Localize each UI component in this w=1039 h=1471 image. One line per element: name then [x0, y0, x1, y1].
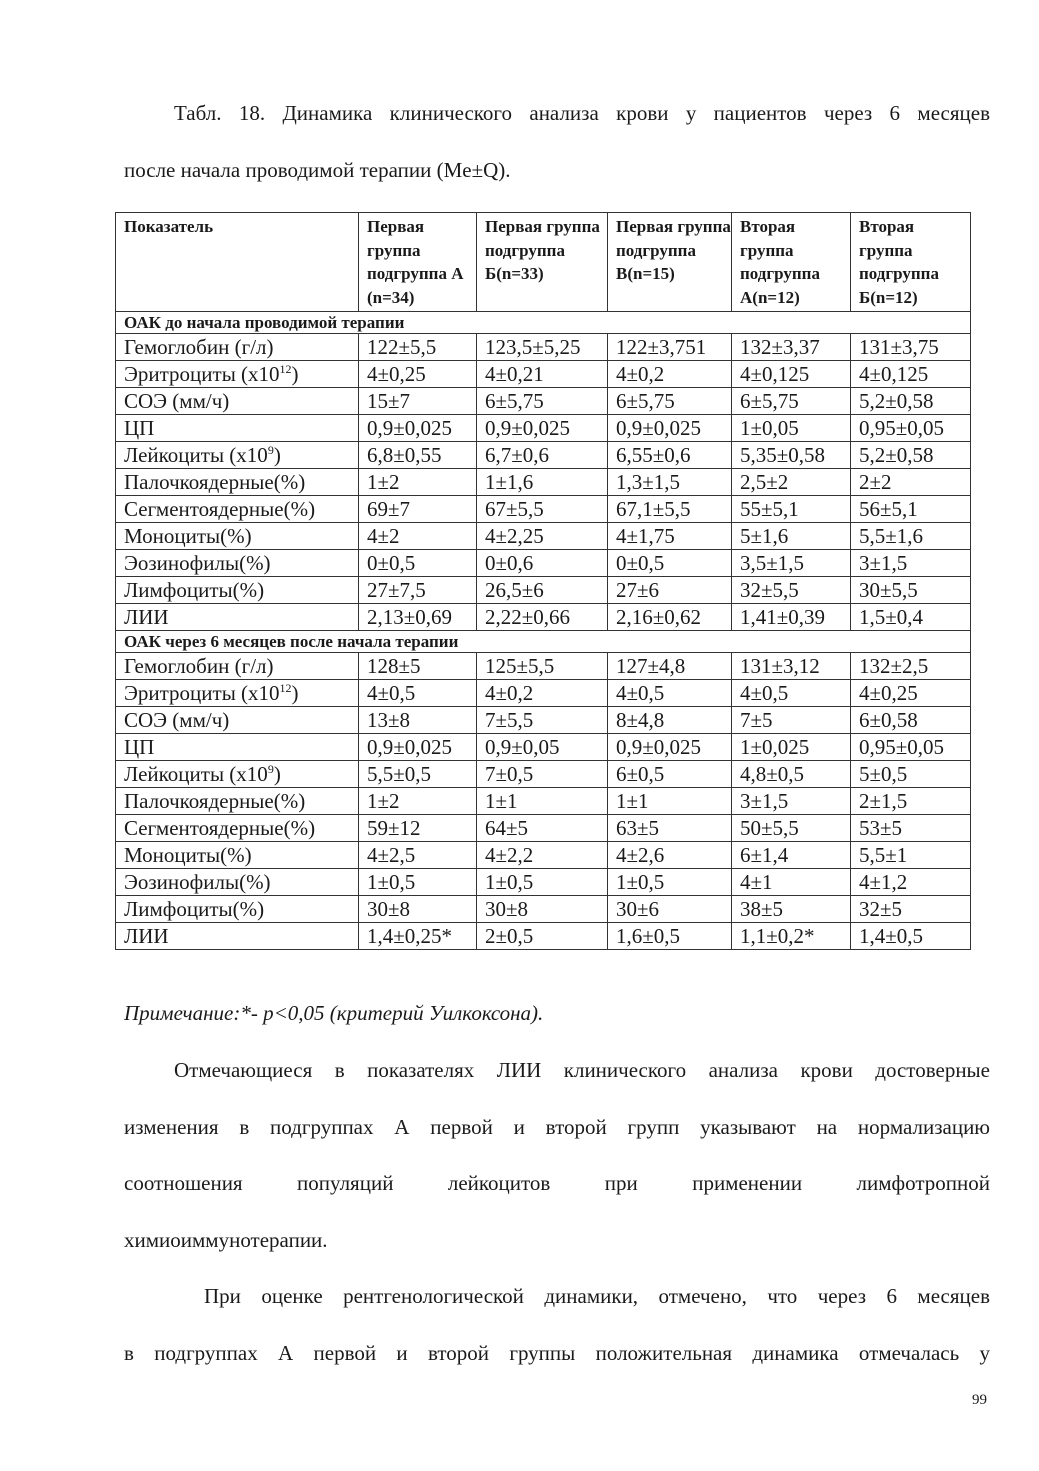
value-cell: 0,95±0,05 — [851, 734, 971, 761]
value-cell: 27±6 — [608, 577, 732, 604]
indicator-label: Палочкоядерные(%) — [124, 789, 306, 813]
value-cell: 0,9±0,025 — [359, 415, 477, 442]
indicator-label: ЛИИ — [124, 605, 169, 629]
table-row — [116, 334, 971, 361]
value-cell: 5,35±0,58 — [732, 442, 851, 469]
indicator-cell — [116, 734, 359, 761]
indicator-label: Эозинофилы(%) — [124, 870, 271, 894]
indicator-label-suffix: ) — [291, 681, 299, 705]
paragraph-1-line-4: химиоиммунотерапии. — [124, 1228, 328, 1252]
value-cell: 5±0,5 — [851, 761, 971, 788]
value-cell: 6±0,58 — [851, 707, 971, 734]
header-cell: Вторая группа подгруппа А(n=12) — [732, 213, 851, 312]
value-cell: 8±4,8 — [608, 707, 732, 734]
value-cell: 122±5,5 — [359, 334, 477, 361]
table-note: Примечание:*- p<0,05 (критерий Уилкоксона). — [124, 1001, 544, 1025]
value-cell: 4±0,25 — [359, 361, 477, 388]
table-row — [116, 761, 971, 788]
value-cell: 4±0,125 — [851, 361, 971, 388]
value-cell: 0±0,5 — [359, 550, 477, 577]
value-cell: 1±2 — [359, 788, 477, 815]
indicator-cell — [116, 815, 359, 842]
indicator-cell — [116, 334, 359, 361]
value-cell: 131±3,75 — [851, 334, 971, 361]
value-cell: 5,5±1 — [851, 842, 971, 869]
value-cell: 2,22±0,66 — [477, 604, 608, 631]
value-cell: 5,2±0,58 — [851, 388, 971, 415]
value-cell: 2,5±2 — [732, 469, 851, 496]
value-cell: 27±7,5 — [359, 577, 477, 604]
indicator-label: Эозинофилы(%) — [124, 551, 271, 575]
value-cell: 4±2 — [359, 523, 477, 550]
value-cell: 4±2,2 — [477, 842, 608, 869]
section-title: ОАК через 6 месяцев после начала терапии — [116, 631, 971, 653]
value-cell: 3±1,5 — [732, 788, 851, 815]
indicator-label-suffix: ) — [291, 362, 299, 386]
value-cell: 50±5,5 — [732, 815, 851, 842]
value-cell: 1,4±0,5 — [851, 923, 971, 950]
indicator-label: СОЭ (мм/ч) — [124, 708, 230, 732]
value-cell: 4±0,2 — [608, 361, 732, 388]
indicator-label: Сегментоядерные(%) — [124, 497, 316, 521]
value-cell: 1±2 — [359, 469, 477, 496]
indicator-label: Лимфоциты(%) — [124, 897, 265, 921]
table-row — [116, 361, 971, 388]
unit-exponent: 9 — [267, 762, 274, 776]
value-cell: 4±0,2 — [477, 680, 608, 707]
table-row — [116, 788, 971, 815]
value-cell: 6±5,75 — [732, 388, 851, 415]
table-row — [116, 523, 971, 550]
value-cell: 125±5,5 — [477, 653, 608, 680]
value-cell: 6±1,4 — [732, 842, 851, 869]
value-cell: 122±3,751 — [608, 334, 732, 361]
header-cell: Показатель — [116, 213, 359, 312]
indicator-cell — [116, 523, 359, 550]
value-cell: 6±0,5 — [608, 761, 732, 788]
value-cell: 4±0,5 — [608, 680, 732, 707]
value-cell: 2,16±0,62 — [608, 604, 732, 631]
value-cell: 0,9±0,025 — [608, 734, 732, 761]
value-cell: 1,5±0,4 — [851, 604, 971, 631]
value-cell: 1,3±1,5 — [608, 469, 732, 496]
indicator-cell — [116, 707, 359, 734]
value-cell: 7±0,5 — [477, 761, 608, 788]
value-cell: 3,5±1,5 — [732, 550, 851, 577]
value-cell: 1±1 — [477, 788, 608, 815]
section-row — [116, 631, 971, 653]
value-cell: 4±2,6 — [608, 842, 732, 869]
table-row — [116, 869, 971, 896]
value-cell: 1,1±0,2* — [732, 923, 851, 950]
value-cell: 30±5,5 — [851, 577, 971, 604]
indicator-label: Моноциты(%) — [124, 843, 252, 867]
header-cell: Первая группа подгруппа В(n=15) — [608, 213, 732, 312]
value-cell: 4±1 — [732, 869, 851, 896]
indicator-cell — [116, 604, 359, 631]
value-cell: 132±2,5 — [851, 653, 971, 680]
indicator-label-suffix: ) — [273, 762, 281, 786]
value-cell: 0,9±0,05 — [477, 734, 608, 761]
indicator-cell — [116, 842, 359, 869]
indicator-label: Эритроциты (х10 — [124, 362, 280, 386]
value-cell: 4±0,5 — [359, 680, 477, 707]
value-cell: 69±7 — [359, 496, 477, 523]
page-number: 99 — [972, 1392, 987, 1408]
header-cell: Вторая группа подгруппа Б(n=12) — [851, 213, 971, 312]
value-cell: 15±7 — [359, 388, 477, 415]
value-cell: 38±5 — [732, 896, 851, 923]
value-cell: 1±0,5 — [477, 869, 608, 896]
indicator-cell — [116, 653, 359, 680]
value-cell: 4±0,21 — [477, 361, 608, 388]
indicator-cell — [116, 469, 359, 496]
indicator-label: Сегментоядерные(%) — [124, 816, 316, 840]
value-cell: 4±2,5 — [359, 842, 477, 869]
value-cell: 55±5,1 — [732, 496, 851, 523]
indicator-cell — [116, 869, 359, 896]
value-cell: 4±1,2 — [851, 869, 971, 896]
value-cell: 0±0,5 — [608, 550, 732, 577]
value-cell: 1,4±0,25* — [359, 923, 477, 950]
value-cell: 30±6 — [608, 896, 732, 923]
paragraph-1-line-1: Отмечающиеся в показателях ЛИИ клинического анализа крови достоверные — [174, 1058, 990, 1082]
value-cell: 6,7±0,6 — [477, 442, 608, 469]
table-row — [116, 442, 971, 469]
indicator-label: ЦП — [124, 735, 155, 759]
value-cell: 0,95±0,05 — [851, 415, 971, 442]
paragraph-2-line-1: При оценке рентгенологической динамики, отмечено, что через 6 месяцев — [204, 1284, 990, 1308]
indicator-label: Эритроциты (х10 — [124, 681, 280, 705]
value-cell: 4±0,25 — [851, 680, 971, 707]
table-row — [116, 734, 971, 761]
indicator-cell — [116, 788, 359, 815]
value-cell: 1,41±0,39 — [732, 604, 851, 631]
indicator-label-suffix: ) — [273, 443, 281, 467]
indicator-label: ЛИИ — [124, 924, 169, 948]
indicator-label: ЦП — [124, 416, 155, 440]
indicator-label: Гемоглобин (г/л) — [124, 654, 274, 678]
table-row — [116, 577, 971, 604]
value-cell: 7±5,5 — [477, 707, 608, 734]
indicator-label: Лимфоциты(%) — [124, 578, 265, 602]
indicator-cell — [116, 496, 359, 523]
table-row — [116, 815, 971, 842]
indicator-label: СОЭ (мм/ч) — [124, 389, 230, 413]
value-cell: 26,5±6 — [477, 577, 608, 604]
table-row — [116, 550, 971, 577]
indicator-label: Лейкоциты (х10 — [124, 443, 268, 467]
value-cell: 30±8 — [359, 896, 477, 923]
table-caption-line-2: после начала проводимой терапии (Me±Q). — [124, 158, 511, 182]
indicator-cell — [116, 577, 359, 604]
value-cell: 32±5 — [851, 896, 971, 923]
unit-exponent: 9 — [267, 443, 274, 457]
value-cell: 131±3,12 — [732, 653, 851, 680]
table-row — [116, 653, 971, 680]
value-cell: 0,9±0,025 — [359, 734, 477, 761]
indicator-label: Гемоглобин (г/л) — [124, 335, 274, 359]
indicator-cell — [116, 923, 359, 950]
header-cell: Первая группа подгруппа Б(n=33) — [477, 213, 608, 312]
value-cell: 4±0,5 — [732, 680, 851, 707]
value-cell: 5±1,6 — [732, 523, 851, 550]
value-cell: 63±5 — [608, 815, 732, 842]
value-cell: 56±5,1 — [851, 496, 971, 523]
value-cell: 2±0,5 — [477, 923, 608, 950]
value-cell: 5,5±1,6 — [851, 523, 971, 550]
value-cell: 53±5 — [851, 815, 971, 842]
value-cell: 123,5±5,25 — [477, 334, 608, 361]
value-cell: 4±1,75 — [608, 523, 732, 550]
indicator-cell — [116, 442, 359, 469]
indicator-cell — [116, 388, 359, 415]
value-cell: 7±5 — [732, 707, 851, 734]
unit-exponent: 12 — [279, 362, 292, 376]
value-cell: 2±1,5 — [851, 788, 971, 815]
table-row — [116, 923, 971, 950]
section-row — [116, 312, 971, 334]
indicator-cell — [116, 896, 359, 923]
indicator-cell — [116, 680, 359, 707]
value-cell: 67±5,5 — [477, 496, 608, 523]
value-cell: 0±0,6 — [477, 550, 608, 577]
table-row — [116, 388, 971, 415]
section-title: ОАК до начала проводимой терапии — [116, 312, 971, 334]
indicator-cell — [116, 761, 359, 788]
table-row — [116, 842, 971, 869]
indicator-cell — [116, 550, 359, 577]
value-cell: 4±0,125 — [732, 361, 851, 388]
blood-analysis-table — [115, 212, 971, 950]
value-cell: 1±1 — [608, 788, 732, 815]
value-cell: 1,6±0,5 — [608, 923, 732, 950]
value-cell: 0,9±0,025 — [477, 415, 608, 442]
value-cell: 32±5,5 — [732, 577, 851, 604]
indicator-label: Палочкоядерные(%) — [124, 470, 306, 494]
unit-exponent: 12 — [279, 681, 292, 695]
value-cell: 67,1±5,5 — [608, 496, 732, 523]
value-cell: 59±12 — [359, 815, 477, 842]
value-cell: 128±5 — [359, 653, 477, 680]
value-cell: 132±3,37 — [732, 334, 851, 361]
value-cell: 127±4,8 — [608, 653, 732, 680]
paragraph-1-line-2: изменения в подгруппах А первой и второй групп указывают на нормализацию — [124, 1115, 990, 1139]
value-cell: 4,8±0,5 — [732, 761, 851, 788]
value-cell: 1±0,5 — [608, 869, 732, 896]
table-header-row — [116, 213, 971, 312]
value-cell: 3±1,5 — [851, 550, 971, 577]
value-cell: 1±0,025 — [732, 734, 851, 761]
value-cell: 1±1,6 — [477, 469, 608, 496]
value-cell: 2±2 — [851, 469, 971, 496]
value-cell: 6,8±0,55 — [359, 442, 477, 469]
value-cell: 6,55±0,6 — [608, 442, 732, 469]
value-cell: 4±2,25 — [477, 523, 608, 550]
table-row — [116, 680, 971, 707]
value-cell: 2,13±0,69 — [359, 604, 477, 631]
indicator-cell — [116, 415, 359, 442]
table-caption-line-1: Табл. 18. Динамика клинического анализа крови у пациентов через 6 месяцев — [174, 101, 990, 125]
value-cell: 1±0,5 — [359, 869, 477, 896]
table-row — [116, 707, 971, 734]
header-cell: Первая группа подгруппа А (n=34) — [359, 213, 477, 312]
paragraph-2-line-2: в подгруппах А первой и второй группы положительная динамика отмечалась у — [124, 1341, 990, 1365]
indicator-label: Лейкоциты (х10 — [124, 762, 268, 786]
value-cell: 1±0,05 — [732, 415, 851, 442]
table-body — [116, 312, 971, 950]
value-cell: 6±5,75 — [608, 388, 732, 415]
indicator-label: Моноциты(%) — [124, 524, 252, 548]
table-row — [116, 896, 971, 923]
table-row — [116, 496, 971, 523]
value-cell: 13±8 — [359, 707, 477, 734]
table-row — [116, 415, 971, 442]
value-cell: 30±8 — [477, 896, 608, 923]
paragraph-1-line-3: соотношения популяций лейкоцитов при применении лимфотропной — [124, 1171, 990, 1195]
value-cell: 64±5 — [477, 815, 608, 842]
value-cell: 0,9±0,025 — [608, 415, 732, 442]
table-row — [116, 604, 971, 631]
value-cell: 6±5,75 — [477, 388, 608, 415]
value-cell: 5,5±0,5 — [359, 761, 477, 788]
value-cell: 5,2±0,58 — [851, 442, 971, 469]
indicator-cell — [116, 361, 359, 388]
table-row — [116, 469, 971, 496]
